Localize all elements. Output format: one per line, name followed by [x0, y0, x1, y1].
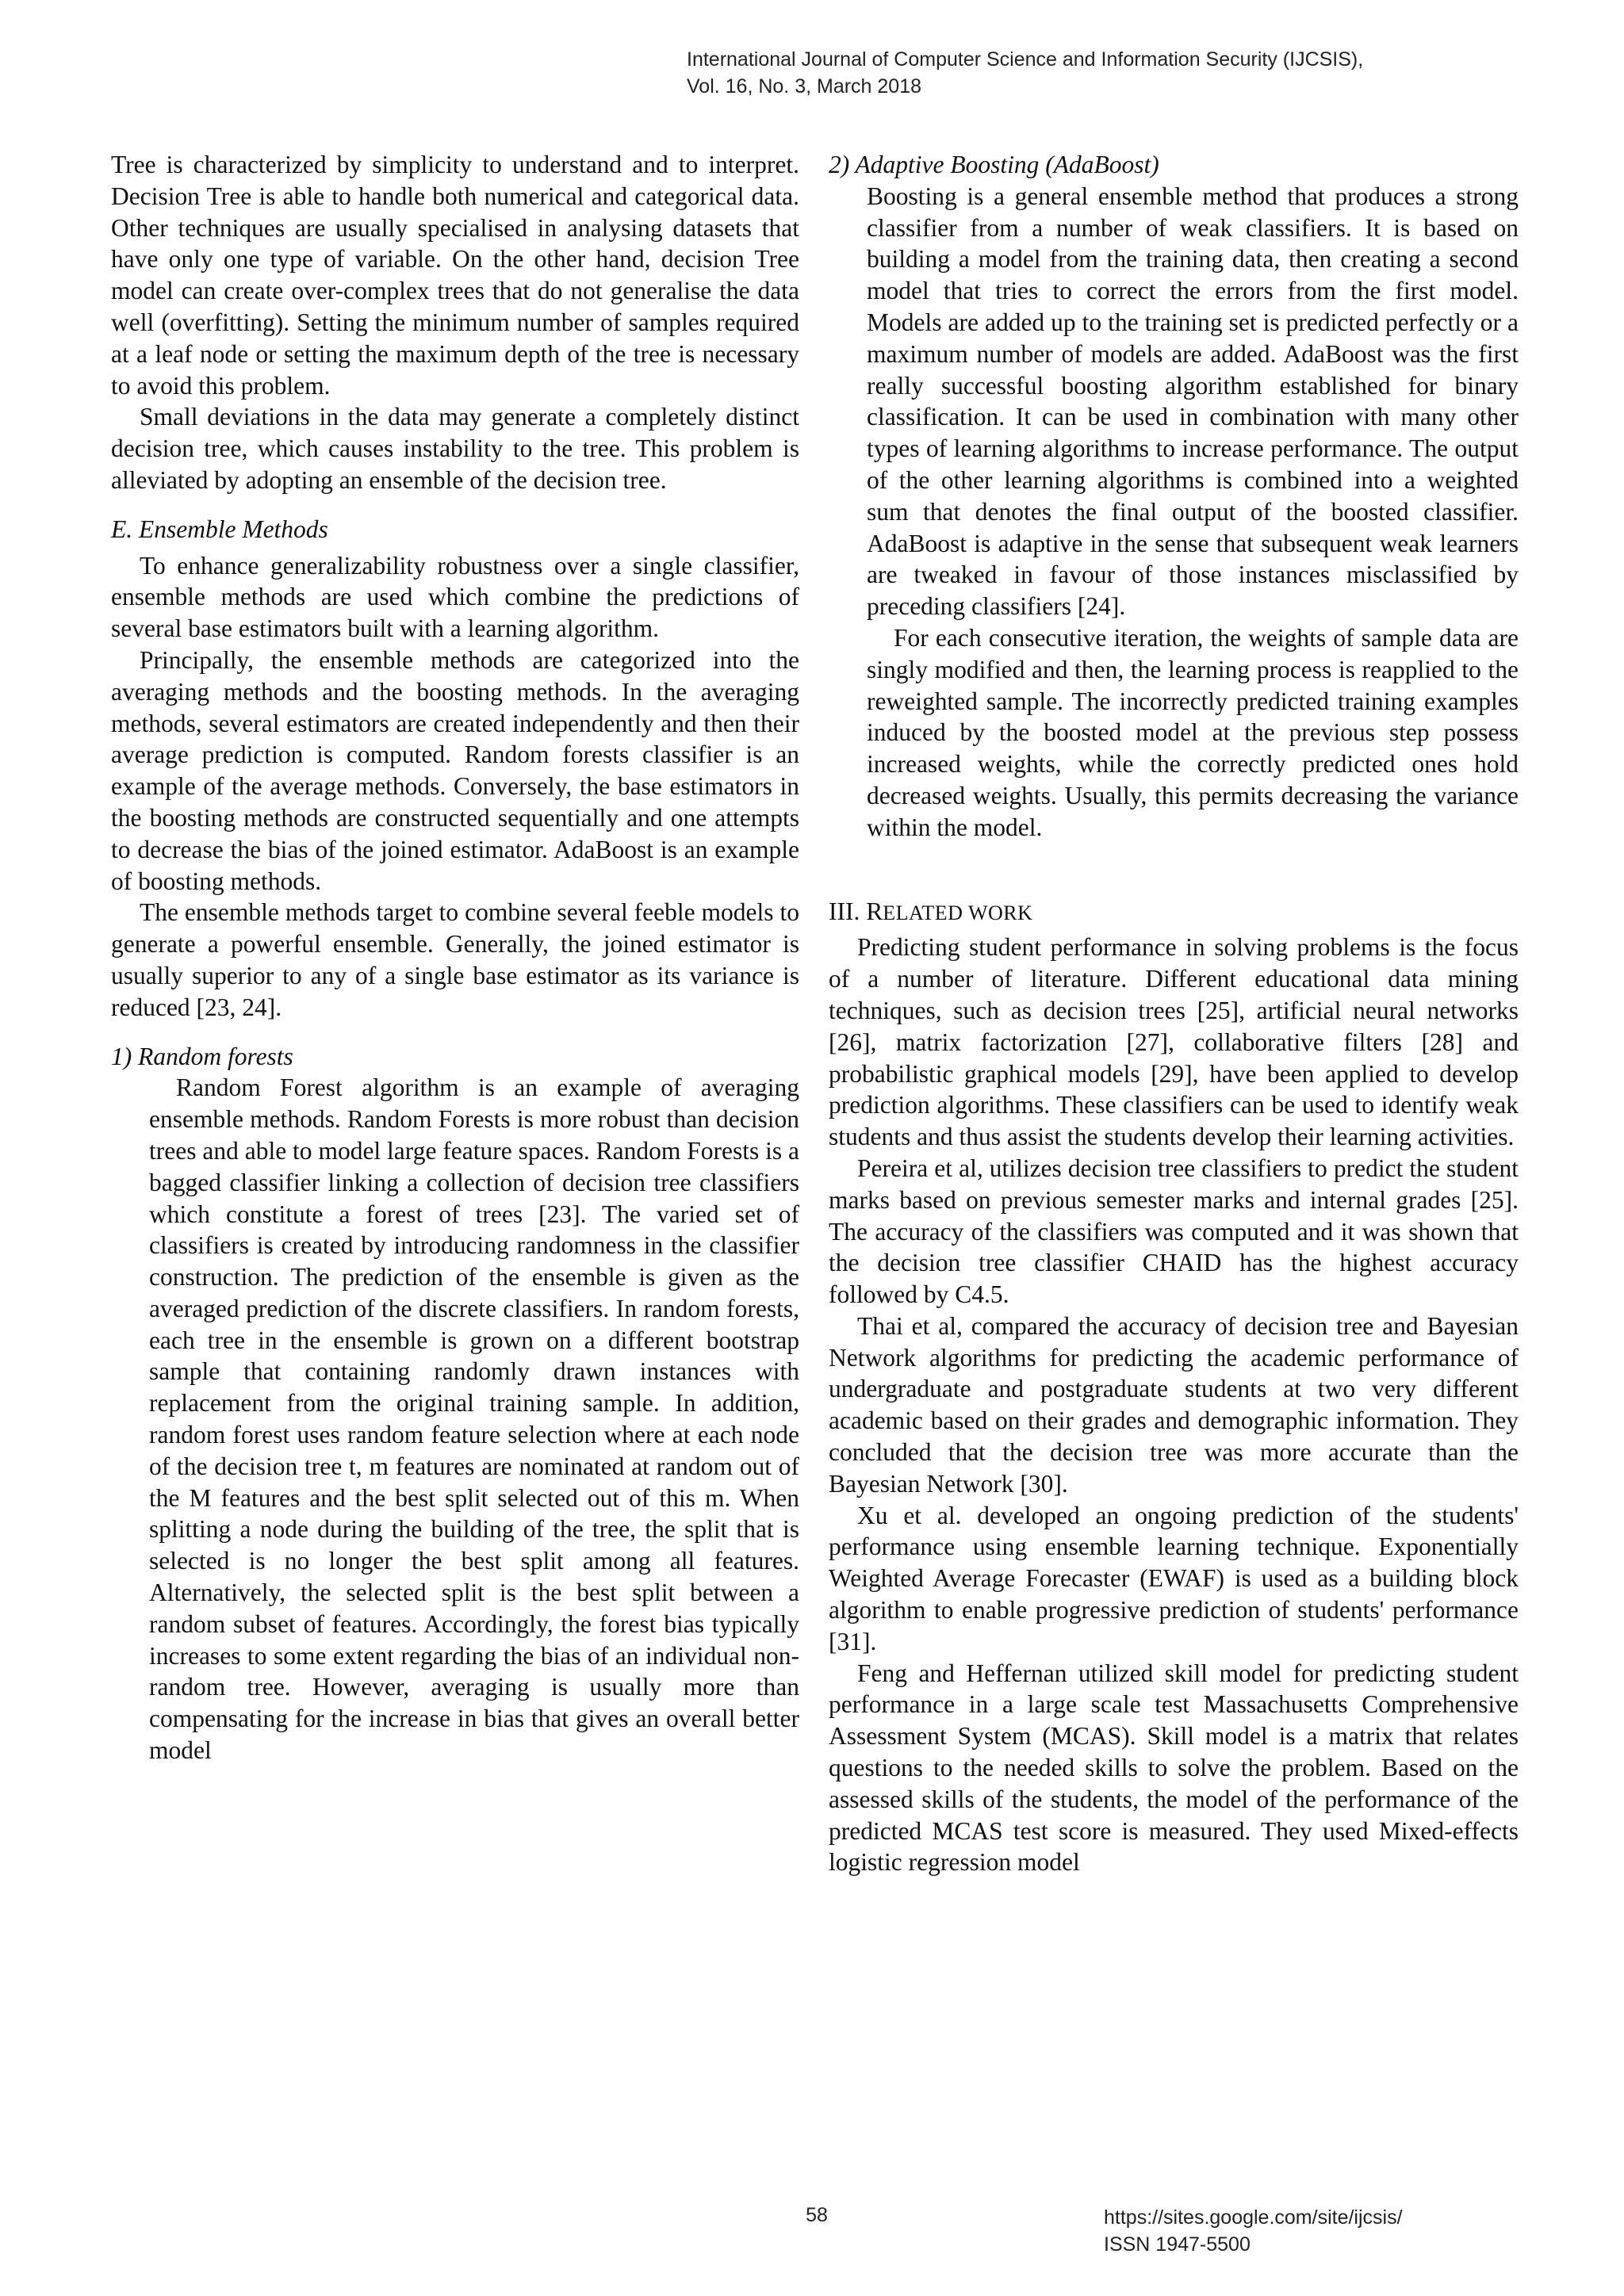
- section-heading-ensemble-methods: E. Ensemble Methods: [111, 515, 328, 543]
- paragraph-decision-tree-continued: Tree is characterized by simplicity to understand and to interpret. Decision Tree is able to handle both numerical and categorical data. Other techniques are usually specialised in analysing datasets that have only one type of variable. On the other hand, decision Tree model can create over-complex trees that do not generalise the data well (overfitting). Setting the minimum number of samples required at a leaf node or setting the maximum depth of the tree is necessary to avoid this problem.: [111, 151, 799, 400]
- journal-title: International Journal of Computer Science and Information Security (IJCSIS),: [687, 48, 1364, 71]
- journal-issue: Vol. 16, No. 3, March 2018: [687, 75, 922, 98]
- paragraph-xu: Xu et al. developed an ongoing prediction of the students' performance using ensemble learning technique. Exponentially Weighted Average Forecaster (EWAF) is used as a building block algorithm to enable progressive prediction of students' performance [31].: [829, 1501, 1519, 1655]
- right-column: [829, 149, 1519, 1878]
- paragraph-boosting: Boosting is a general ensemble method that produces a strong classifier from a number of weak classifiers. It is based on building a model from the training data, then creating a second model that tries to correct the errors from the first model. Models are added up to the training set is predicted perfectly or a maximum number of models are added. AdaBoost was the first really successful boosting algorithm established for binary classification. It can be used in combination with many other types of learning algorithms to increase performance. The output of the other learning algorithms is combined into a weighted sum that denotes the final output of the boosted classifier. AdaBoost is adaptive in the sense that subsequent weak learners are tweaked in favour of those instances misclassified by preceding classifiers [24].: [867, 182, 1519, 621]
- section-title-rest: ELATED WORK: [883, 901, 1033, 924]
- paragraph-random-forests: Random Forest algorithm is an example of averaging ensemble methods. Random Forests is more robust than decision trees and able to model large feature spaces. Random Forests is a bagged classifier linking a collection of decision tree classifiers which constitute a forest of trees [23]. The varied set of classifiers is created by introducing randomness in the classifier construction. The prediction of the ensemble is given as the averaged prediction of the discrete classifiers. In random forests, each tree in the ensemble is grown on a different bootstrap sample that containing randomly drawn instances with replacement from the original training sample. In addition, random forest uses random feature selection where at each node of the decision tree t, m features are nominated at random out of the M features and the best split selected out of this m. When splitting a node during the building of the tree, the split that is selected is no longer the best split among all features. Alternatively, the selected split is the best split between a random subset of features. Accordingly, the forest bias typically increases to some extent regarding the bias of an individual non-random tree. However, averaging is usually more than compensating for the increase in bias that gives an overall better model: [149, 1073, 799, 1765]
- journal-header: [687, 46, 1543, 100]
- issn: ISSN 1947-5500: [1104, 2233, 1251, 2256]
- paragraph-pereira: Pereira et al, utilizes decision tree classifiers to predict the student marks based on previous semester marks and internal grades [25]. The accuracy of the classifiers was computed and it was shown that the decision tree classifier CHAID has the highest accuracy followed by C4.5.: [829, 1154, 1519, 1309]
- subsection-heading-random-forests: 1) Random forests: [111, 1042, 293, 1070]
- paragraph-iteration: For each consecutive iteration, the weights of sample data are singly modified and then, the learning process is reapplied to the reweighted sample. The incorrectly predicted training examples induced by the boosted model at the previous step possess increased weights, while the correctly predicted ones hold decreased weights. Usually, this permits decreasing the variance within the model.: [867, 623, 1519, 841]
- footer-info: [1104, 2204, 1548, 2258]
- paragraph-ensemble-categories: Principally, the ensemble methods are categorized into the averaging methods and the boosting methods. In the averaging methods, several estimators are created independently and then their average prediction is computed. Random forests classifier is an example of the average methods. Conversely, the base estimators in the boosting methods are constructed sequentially and one attempts to decrease the bias of the joined estimator. AdaBoost is an example of boosting methods.: [111, 645, 799, 895]
- section-heading-related-work: [829, 896, 1519, 929]
- section-number: III. R: [829, 897, 883, 925]
- subsection-heading-adaboost: 2) Adaptive Boosting (AdaBoost): [829, 151, 1159, 178]
- left-column: [111, 149, 799, 1766]
- paragraph-ensemble-intro: To enhance generalizability robustness over a single classifier, ensemble methods are used which combine the predictions of several base estimators built with a learning algorithm.: [111, 551, 799, 643]
- journal-url: https://sites.google.com/site/ijcsis/: [1104, 2206, 1403, 2229]
- paragraph-instability: Small deviations in the data may generate a completely distinct decision tree, which causes instability to the tree. This problem is alleviated by adopting an ensemble of the decision tree.: [111, 403, 799, 494]
- paragraph-ensemble-target: The ensemble methods target to combine several feeble models to generate a powerful ensemble. Generally, the joined estimator is usually superior to any of a single base estimator as its variance is reduced [23, 24].: [111, 898, 799, 1021]
- page-number: 58: [806, 2204, 828, 2226]
- paragraph-thai: Thai et al, compared the accuracy of decision tree and Bayesian Network algorithms for predicting the academic performance of undergraduate and postgraduate students at two very different academic based on their grades and demographic information. They concluded that the decision tree was more accurate than the Bayesian Network [30].: [829, 1311, 1519, 1498]
- paragraph-feng: Feng and Heffernan utilized skill model for predicting student performance in a large scale test Massachusetts Comprehensive Assessment System (MCAS). Skill model is a matrix that relates questions to the needed skills to solve the problem. Based on the assessed skills of the students, the model of the performance of the predicted MCAS test score is measured. They used Mixed-effects logistic regression model: [829, 1659, 1519, 1877]
- paragraph-related-intro: Predicting student performance in solving problems is the focus of a number of literature. Different educational data mining techniques, such as decision trees [25], artificial neural networks [26], matrix factorization [27], collaborative filters [28] and probabilistic graphical models [29], have been applied to develop prediction algorithms. These classifiers can be used to identify weak students and thus assist the students develop their learning activities.: [829, 933, 1519, 1151]
